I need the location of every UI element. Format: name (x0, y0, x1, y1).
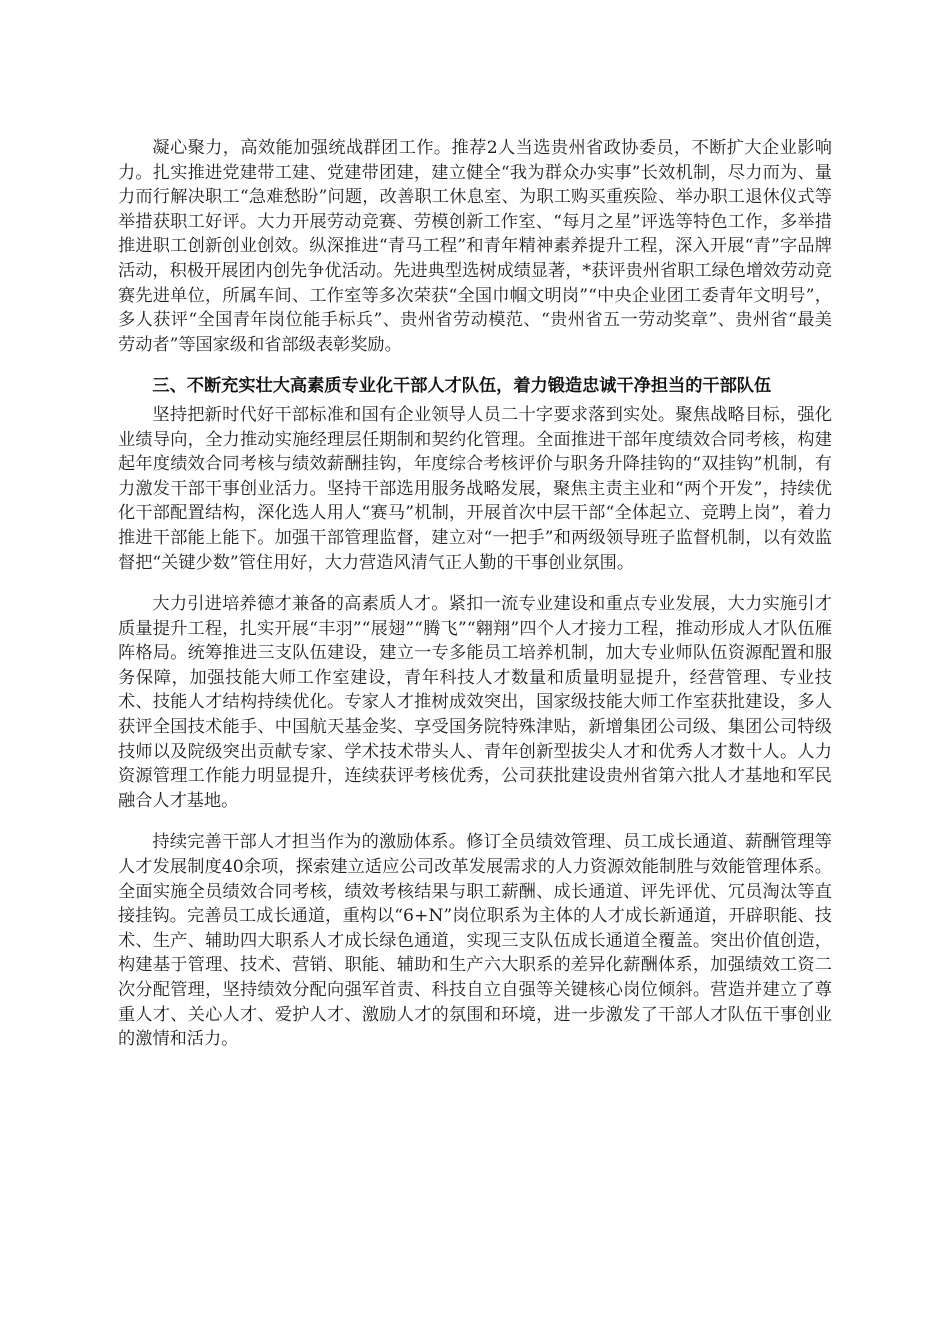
section-heading-three: 三、不断充实壮大高素质专业化干部人才队伍，着力锻造忠诚干净担当的干部队伍 (152, 376, 772, 397)
document-body (118, 136, 832, 1052)
paragraph-united-front: 凝心聚力，高效能加强统战群团工作。推荐2人当选贵州省政协委员，不断扩大企业影响力。扎实推进党建带工建、党建带团建，建立健全“我为群众办实事”长效机制，尽力而为、量力而行解决职工“急难愁盼”问题，改善职工休息室、为职工购买重疾险、举办职工退休仪式等举措获职工好评。大力开展劳动竞赛、劳模创新工作室、“每月之星”评选等特色工作，多举措推进职工创新创业创效。纵深推进“青马工程”和青年精神素养提升工程，深入开展“青”字品牌活动，积极开展团内创先争优活动。先进典型选树成绩显著，*获评贵州省职工绿色增效劳动竞赛先进单位，所属车间、工作室等多次荣获“全国巾帼文明岗”“中央企业团工委青年文明号”，多人获评“全国青年岗位能手标兵”、贵州省劳动模范、“贵州省五一劳动奖章”、贵州省“最美劳动者”等国家级和省部级表彰奖励。 (118, 138, 832, 355)
paragraph-incentive-system: 持续完善干部人才担当作为的激励体系。修订全员绩效管理、员工成长通道、薪酬管理等人才发展制度40余项，探索建立适应公司改革发展需求的人力资源效能制胜与效能管理体系。全面实施全员绩效合同考核，绩效考核结果与职工薪酬、成长通道、评先评优、冗员淘汰等直接挂钩。完善员工成长通道，重构以“6+N”岗位职系为主体的人才成长新通道，开辟职能、技术、生产、辅助四大职系人才成长绿色通道，实现三支队伍成长通道全覆盖。突出价值创造，构建基于管理、技术、营销、职能、辅助和生产六大职系的差异化薪酬体系，加强绩效工资二次分配管理，坚持绩效分配向强军首责、科技自立自强等关键核心岗位倾斜。营造并建立了尊重人才、关心人才、爱护人才、激励人才的氛围和环境，进一步激发了干部人才队伍干事创业的激情和活力。 (118, 832, 832, 1050)
paragraph-cadre-standards: 坚持把新时代好干部标准和国有企业领导人员二十字要求落到实处。聚焦战略目标，强化业绩导向，全力推动实施经理层任期制和契约化管理。全面推进干部年度绩效合同考核，构建起年度绩效合同考核与绩效薪酬挂钩，年度综合考核评价与职务升降挂钩的“双挂钩”机制，有力激发干部干事创业活力。坚持干部选用服务战略发展，聚焦主责主业和“两个开发”，持续优化干部配置结构，深化选人用人“赛马”机制，开展首次中层干部“全体起立、竞聘上岗”，着力推进干部能上能下。加强干部管理监督，建立对“一把手”和两级领导班子监督机制，以有效监督把“关键少数”管住用好，大力营造风清气正人勤的干事创业氛围。 (118, 404, 832, 573)
paragraph-talent-cultivation: 大力引进培养德才兼备的高素质人才。紧扣一流专业建设和重点专业发展，大力实施引才质量提升工程，扎实开展“丰羽”“展翅”“腾飞”“翱翔”四个人才接力工程，推动形成人才队伍雁阵格局。统筹推进三支队伍建设，建立一专多能员工培养机制，加大专业师队伍资源配置和服务保障，加强技能大师工作室建设，青年科技人才数量和质量明显提升，经营管理、专业技术、技能人才结构持续优化。专家人才推树成效突出，国家级技能大师工作室获批建设，多人获评全国技术能手、中国航天基金奖、享受国务院特殊津贴，新增集团公司级、集团公司特级技师以及院级突出贡献专家、学术技术带头人、青年创新型拔尖人才和优秀人才数十人。人力资源管理工作能力明显提升，连续获评考核优秀，公司获批建设贵州省第六批人才基地和军民融合人才基地。 (118, 594, 832, 811)
